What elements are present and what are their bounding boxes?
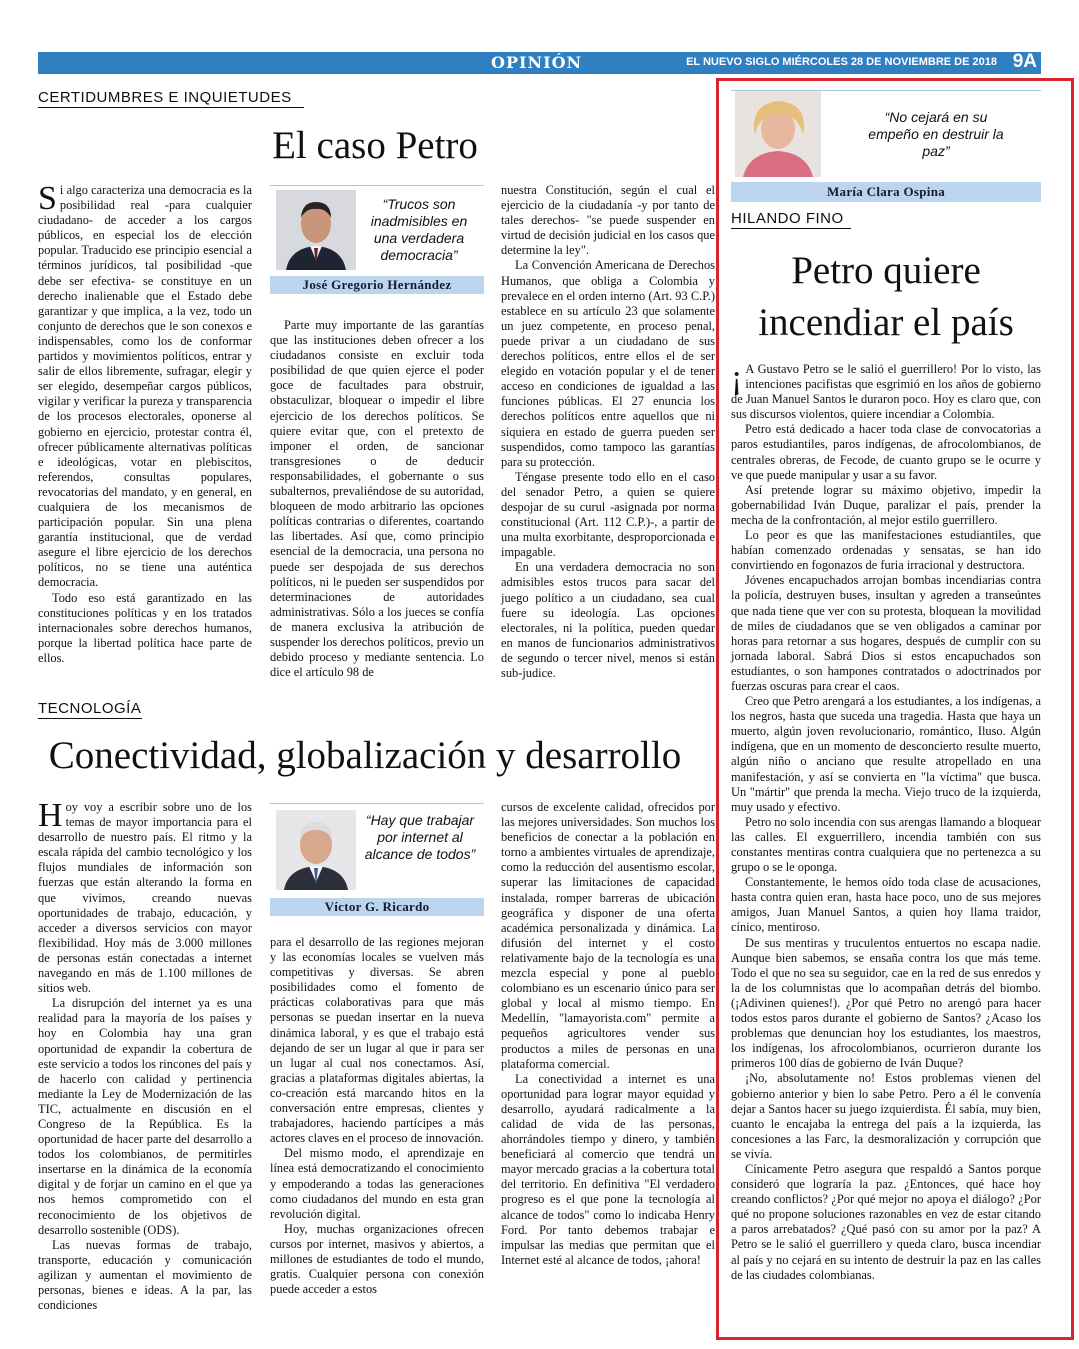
- paragraph: Jóvenes encapuchados arrojan bombas incendiarias contra la policía, destruyen buses, insultan y agreden a transeúntes que nada tiene que ver con su protesta, bloquean la movilidad de miles de ciudadanos que se ven obligados a caminar por horas para retornar a sus hogares, después de cumplir con su jornada laboral. Sabrá Dios si estos encapuchados son estudiantes, o son hampones contratados o adoctrinados por fuerzas oscuras para crear el caos.: [731, 573, 1041, 693]
- article1-column-2: [270, 318, 484, 682]
- article2-author-box: [270, 803, 484, 916]
- paragraph: Constantemente, le hemos oído toda clase de acusaciones, hasta contra quien eran, hasta hace poco, uno de sus mejores amigos, Juan Manuel Santos, a quien hoy llama traidor, cínico, mentiroso.: [731, 875, 1041, 935]
- paragraph: A Gustavo Petro se le salió el guerrillero! Por lo visto, las intenciones pacifistas que esgrimió en los años de gobierno de Juan Manuel Santos le duraron poco. Hoy es claro que, con sus discursos violentos, quiere incendiar a Colombia.: [731, 362, 1041, 422]
- paragraph: Parte muy importante de las garantías que las instituciones deben ofrecer a los ciudadanos consiste en excluir toda posibilidad de que quien ejerce el poder goce de facultades para obstruir, obstaculizar, bloquear o impedir el libre ejercicio de los derechos políticos. Se quiere evitar que, con el pretexto de imponer el orden, de sancionar transgresiones o de deducir responsabilidades, el gobernante o sus subalternos, prevaliéndose de su autoridad, bloqueen de modo arbitrario las opciones políticas contrarias o diferentes, coartando las libertades. Así que, como principio esencial de la democracia, una persona no puede ser despojada de sus derechos políticos, ni le pueden ser suspendidos por determinaciones de autoridades administrativas. Sólo a los jueces se confía de manera exclusiva la atribución de suspender los derechos políticos, previo un debido proceso y mediante sentencia. Lo dice el artículo 98 de: [270, 318, 484, 680]
- paragraph: ¡No, absolutamente no! Estos problemas vienen del gobierno anterior y bien lo sabe Petro. Pero a él le convenía dejar a Santos hacer su juego izquierdista. Él sabía, muy bien, cuanto le encajaba la entrega del país a la izquierda, las concesiones a las Farc, la desmoralización y corrupción que se vivía.: [731, 1071, 1041, 1161]
- paragraph: Cínicamente Petro asegura que respaldó a Santos porque consideró que lograría la paz. ¿Entonces, qué hace hoy creando conflictos? ¿Por qué mejor no apoya el diálogo? ¿Por qué no propone soluciones razonables en vez de estar citando a paros arrebatados? ¿Qué pasó con su amor por la paz? A Petro se le salió el guerrillero y queda claro, busca incendiar al país y no cejará en su intento de destruir la paz en las calles de las ciudades colombianas.: [731, 1161, 1041, 1282]
- paragraph: nuestra Constitución, según el cual el ejercicio de la ciudadanía -y por tanto de tales derechos- "se puede suspender en virtud de decisión judicial en los casos que determine la ley".: [501, 183, 715, 258]
- paragraph: Las nuevas formas de trabajo, transporte, educación y comunicación agilizan y aumentan el movimiento de personas, bienes e ideas. A la par, las condiciones: [38, 1237, 252, 1313]
- author-quote: “No cejará en su empeño en destruir la paz”: [868, 109, 1004, 159]
- paragraph: oy voy a escribir sobre uno de los temas de mayor importancia para el desarrollo de nuestro país. El ritmo y la escala rápida del cambio tecnológico y los flujos mundiales de información son fuerzas que están alterando la forma en que vivimos, creando nuevas oportunidades de trabajo, educación, y acceder a diversos servicios con mayor flexibilidad. Hoy más de 3.000 millones de personas están conectadas a internet navegando en más de 1.100 millones de sitios web.: [38, 800, 252, 996]
- article2-column-2: [270, 935, 484, 1297]
- article1-kicker: CERTIDUMBRES E INQUIETUDES: [38, 89, 304, 108]
- article3-title: Petro quiere incendiar el país: [758, 249, 1014, 344]
- paragraph: i algo caracteriza una democracia es la posibilidad real -para cualquier ciudadano- de acceder a los cargos públicos, en especial los de elección popular. Traducido ese principio esencial a términos jurídicos, tal posibilidad -que debe ser efectiva- se constituye en un derecho inalienable que el Estado debe garantizar y que implica, a la vez, todo un conjunto de derechos que le son conexos e indispensables, como los de conformar partidos y movimientos políticos, entrar y salir de ellos libremente, sufragar, elegir y ser elegido, desempeñar cargos públicos, vigilar y verificar la pureza y transparencia de los procesos electorales, oponerse al gobierno en ejercicio, protestar contra él, ofrecer públicamente alternativas políticas e ideológicas, votar en plebiscitos, referendos, consultas populares, revocatorias del mandato, y en general, en cualquiera de los mecanismos de participación popular. Sin una plena garantía institucional, que de verdad asegure el libre ejercicio de los derechos políticos, no se tiene una auténtica democracia.: [38, 183, 252, 590]
- author-name: José Gregorio Hernández: [270, 276, 484, 294]
- paragraph: Petro está dedicado a hacer toda clase de convocatorias a paros estudiantiles, paros indígenas, de afrocolombianos, de centrales obreras, de Fecode, de cuanto grupo se le ocurre y ve que puede manipular y usar a su favor.: [731, 422, 1041, 482]
- paragraph: Lo peor es que las manifestaciones estudiantiles, que habían comenzado ordenadas y sensatas, se han ido convirtiendo en fogonazos de furia irracional y destructora.: [731, 528, 1041, 573]
- article1-author-box: [270, 185, 484, 298]
- page-number: 9A: [1012, 51, 1037, 72]
- paragraph: Creo que Petro arengará a los estudiantes, a los indígenas, a los negros, hasta que suceda una tragedia. Hasta que haya un muerto, algún joven revolucionario, romántico, Iluso. Algún indígena, que en un momento de desconcierto resulte muerto, algún niño o anciano que resulte atropellado en una manifestación, y así se convierta en "la víctima" que busca. Un "mártir" que prenda la mecha. Viejo truco de la izquierda, muy usado y efectivo.: [731, 694, 1041, 814]
- dropcap: ¡: [731, 359, 743, 396]
- paragraph: Téngase presente todo ello en el caso del senador Petro, a quien se quiere despojar de su curul -asignada por norma constitucional (Art. 112 C.P.)-, a partir de una multa exorbitante, desproporcionada e impagable.: [501, 469, 715, 560]
- paragraph: Todo eso está garantizado en las constituciones políticas y en los tratados internacionales sobre derechos humanos, porque la libertad política hace parte de ellos.: [38, 590, 252, 665]
- paragraph: La disrupción del internet ya es una realidad para la mayoría de los países y hoy en Colombia hay una gran oportunidad de expandir la cobertura de este servicio a todos los rincones del país y de hacerlo con calidad y pertinencia mediante la Ley de Modernización de las TIC, actualmente en discusión en el Congreso de la República. Es la oportunidad de hacer parte del desarrollo a todos los colombianos, de permitirles insertarse en la dinámica de la economía digital y de forjar un camino en el que ya nos hemos comprometido con el reconocimiento de los objetivos de desarrollo sostenible (ODS).: [38, 996, 252, 1237]
- dropcap: H: [38, 797, 63, 834]
- highlight-box: [716, 78, 1074, 1340]
- paragraph: para el desarrollo de las regiones mejoran y las economías locales se vuelven más competitivas y diversas. Se abren posibilidades como el fomento de prácticas colaborativas para que más personas se puedan insertar en la nueva dinámica laboral, y es que el trabajo está dejando de ser un lugar al que ir para ser un lugar al cual nos conectamos. Así, gracias a plataformas digitales abiertas, la co-creación está marcando hitos en la conversación entre empresas, clientes y trabajadores, haciendo partícipes a más actores claves en el proceso de innovación.: [270, 935, 484, 1146]
- paragraph: De sus mentiras y truculentos entuertos no escapa nadie. Aunque bien sabemos, se ensaña contra los que más teme. Todo el que no sea su seguidor, cae en la red de sus enredos y la de los columnistas que lo acompañan detrás del biombo. (¡Adivinen quienes!). ¿Por qué Petro no arengó para hacer todos estos paros durante el gobierno de Santos? ¿Acaso los problemas que denuncian hoy los estudiantes, los maestros, los indígenas, los afrocolombianos, ocurrieron durante los primeros 100 días de gobierno de Iván Duque?: [731, 935, 1041, 1071]
- paragraph: cursos de excelente calidad, ofrecidos por las mejores universidades. Son muchos los beneficios de conectar a la población en torno a ambientes virtuales de aprendizaje, como la reducción del ausentismo escolar, superar las limitaciones de capacidad instalada, romper barreras de ubicación geográfica y disponer de una oferta académica personalizada y dinámica. La difusión del internet y el costo relativamente bajo de la tecnología es una mezcla especial y pone al pueblo colombiano es un escenario único para ser global y local al mismo tiempo. En Medellín, "lamayorista.com" permite a pequeños agricultores vender sus productos a miles de personas en una plataforma comercial.: [501, 800, 715, 1071]
- paragraph: En una verdadera democracia no son admisibles estos trucos para sacar del juego político a un ciudadano, sea cual fuere su ideología. Las opciones electorales, ni la política, pueden quedar en manos de funcionarios administrativos de segundo o tercer nivel, menos si están sub-judice.: [501, 560, 715, 680]
- section-title: OPINIÓN: [491, 53, 583, 72]
- paragraph: La Convención Americana de Derechos Humanos, que obliga a Colombia y prevalece en el orden interno (Art. 93 C.P.) establece en su artículo 23 que solamente un juez competente, en proceso penal, puede privar a un ciudadano de sus derechos políticos, entre ellos el de ser elegido en votación popular y el de tener acceso en condiciones de igualdad a las funciones públicas. El 27 enuncia los derechos políticos entre aquellos que ni siquiera en estado de guerra pueden ser suspendidos, como tampoco las garantías para su protección.: [501, 258, 715, 469]
- article1-column-1: [38, 180, 252, 683]
- dropcap: S: [38, 180, 57, 217]
- paragraph: Del mismo modo, el aprendizaje en línea está democratizando el conocimiento y empoderando a todas las generaciones como ciudadanos del mundo en esta gran revolución digital.: [270, 1146, 484, 1221]
- article2-column-1: [38, 797, 252, 1313]
- author-photo: [276, 810, 356, 890]
- article2-column-3: [501, 800, 715, 1290]
- author-photo: [276, 190, 356, 270]
- author-quote: “Hay que trabajar por internet al alcance de todos”: [364, 812, 476, 862]
- article3-kicker: HILANDO FINO: [731, 210, 851, 229]
- article1-column-3: [501, 183, 715, 683]
- date-line: EL NUEVO SIGLO MIÉRCOLES 28 DE NOVIEMBRE DE 2018: [686, 56, 997, 68]
- author-name: Víctor G. Ricardo: [270, 898, 484, 916]
- paragraph: Así pretende lograr su máximo objetivo, impedir la gobernabilidad Iván Duque, paralizar el país, prender la mecha de la confrontación, al mejor estilo guerrillero.: [731, 482, 1041, 527]
- paragraph: Petro no solo incendia con sus arengas llamando a bloquear las calles. El exguerrillero, incendia también con sus constantes mentiras contra cualquiera que no pertenezca a su grupo o se le oponga.: [731, 814, 1041, 875]
- paragraph: La conectividad a internet es una oportunidad para lograr mayor equidad y desarrollo, ayudará radicalmente a la calidad de vida de las personas, ahorrándoles tiempo y dinero, y también beneficiará al comercio que tendrá un mayor mercado gracias a la cobertura total del territorio. En definitiva "El verdadero progreso es el que pone la tecnología al alcance de todos" como lo indicaba Henry Ford. Por tanto debemos trabajar e impulsar las medias que permitan que el Internet esté al alcance de todos, ¡ahora!: [501, 1071, 715, 1267]
- article1-title: El caso Petro: [272, 124, 478, 167]
- article2-title: Conectividad, globalización y desarrollo: [48, 734, 682, 777]
- article2-kicker: TECNOLOGÍA: [38, 700, 142, 717]
- author-quote: “Trucos son inadmisibles en una verdadera democracia”: [370, 196, 468, 263]
- author-name: María Clara Ospina: [731, 182, 1041, 202]
- section-header-bar: [38, 52, 1041, 74]
- paragraph: Hoy, muchas organizaciones ofrecen cursos por internet, masivos y abiertos, a millones de estudiantes de todo el mundo, gratis. Cualquier persona con conexión puede acceder a estos: [270, 1221, 484, 1297]
